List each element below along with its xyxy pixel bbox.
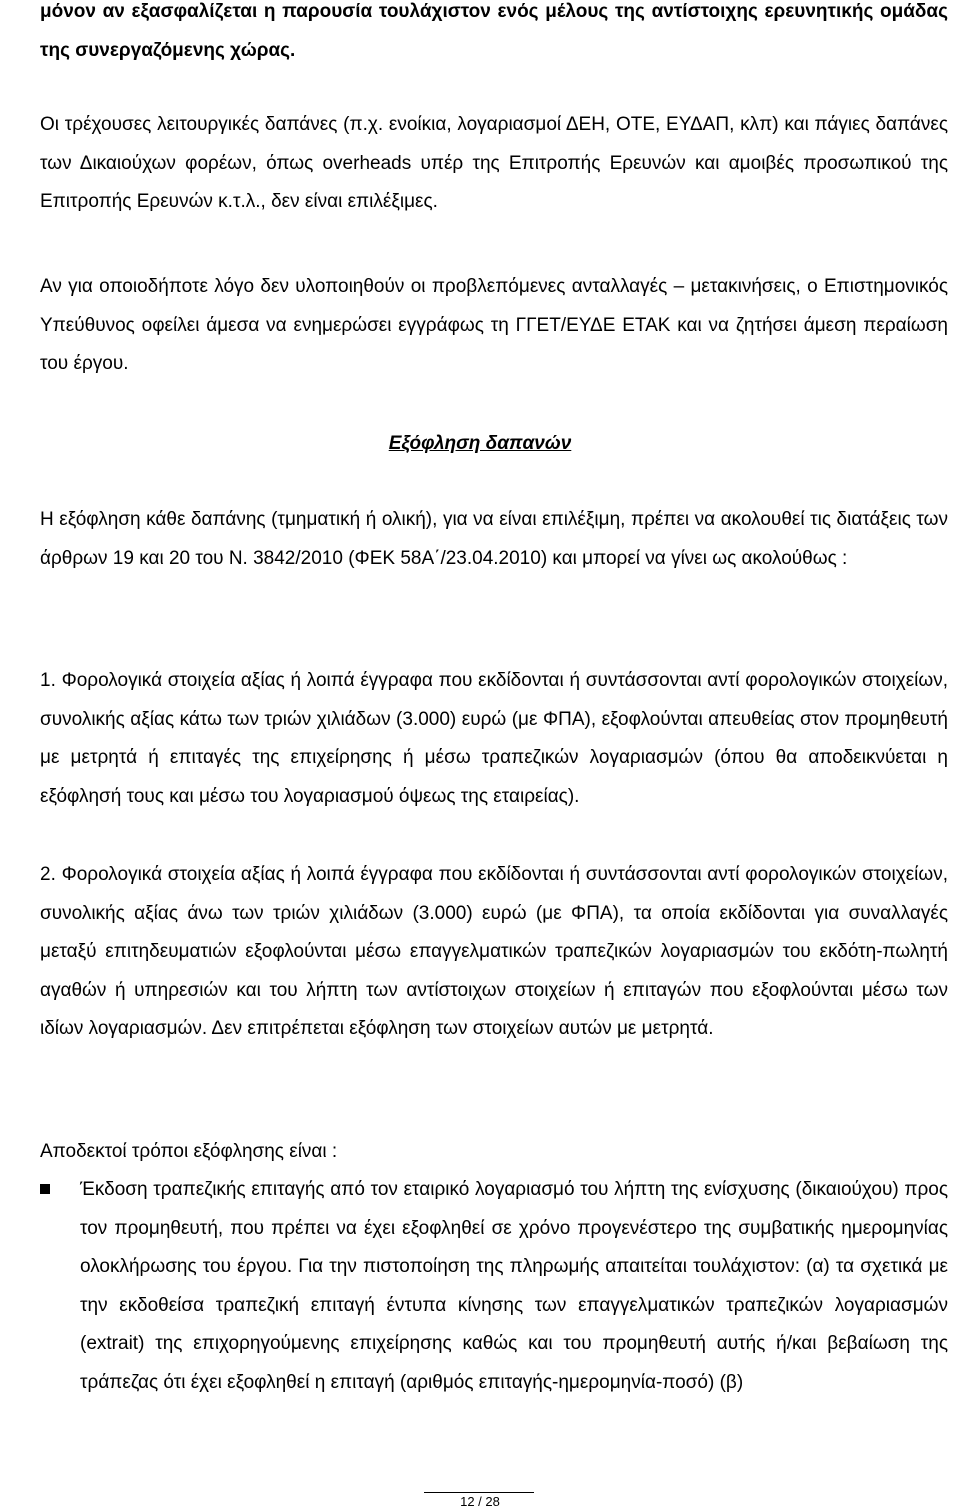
operating-costs-paragraph: Οι τρέχουσες λειτουργικές δαπάνες (π.χ. ενοίκια, λογαριασμοί ΔΕΗ, ΟΤΕ, ΕΥΔΑΠ, κλπ) και πάγιες δαπάνες των Δικαιούχων φορέων, όπως overheads υπέρ της Επιτροπής Ερευνών και αμοιβές προσωπικού της Επιτροπής Ερευνών κ.τ.λ., δεν είναι επιλέξιμες. [40, 114, 948, 212]
list-item: 1. Φορολογικά στοιχεία αξίας ή λοιπά έγγραφα που εκδίδονται ή συντάσσονται αντί φορολογικών στοιχείων, συνολικής αξίας κάτω των τριών χιλιάδων (3.000) ευρώ (με ΦΠΑ), εξοφλούνται απευθείας στον προμηθευτή με μετρητά ή επιταγές της επιχείρησης ή μέσω τραπεζικών λογαριασμών (όπου θα αποδεικνύεται η εξόφλησή τους και μέσω του λογαριασμού όψεως της εταιρείας). [40, 670, 948, 807]
intro-paragraph: μόνον αν εξασφαλίζεται η παρουσία τουλάχιστον ενός μέλους της αντίστοιχης ερευνητικής ομάδας της συνεργαζόμενης χώρας. [40, 1, 948, 61]
cancellation-paragraph: Αν για οποιοδήποτε λόγο δεν υλοποιηθούν οι προβλεπόμενες ανταλλαγές – μετακινήσεις, ο Επιστημονικός Υπεύθυνος οφείλει άμεσα να ενημερώσει εγγράφως τη ΓΓΕΤ/ΕΥΔΕ ΕΤΑΚ και να ζητήσει άμεση περαίωση του έργου. [40, 276, 948, 374]
bullet-item [40, 1171, 948, 1402]
footer-divider [424, 1492, 534, 1493]
bullet-text: Έκδοση τραπεζικής επιταγής από τον εταιρικό λογαριασμό του λήπτη της ενίσχυσης (δικαιούχου) προς τον προμηθευτή, που πρέπει να έχει εξοφληθεί σε χρόνο προγενέστερο της συμβατικής ημερομηνίας ολοκλήρωσης του έργου. Για την πιστοποίηση της πληρωμής απαιτείται τουλάχιστον: (α) τα σχετικά με την εκδοθείσα τραπεζική επιταγή έντυπα κίνησης των επαγγελματικών τραπεζικών λογαριασμών (extrait) της επιχορηγούμενης επιχείρησης καθώς και του προμηθευτή αυτής ή/και βεβαίωση της τράπεζας ότι έχει εξοφληθεί η επιταγή (αριθμός επιταγής-ημερομηνία-ποσό) (β) [80, 1179, 948, 1393]
section-heading: Εξόφληση δαπανών [388, 433, 572, 454]
payment-intro-paragraph: Η εξόφληση κάθε δαπάνης (τμηματική ή ολική), για να είναι επιλέξιμη, πρέπει να ακολουθεί τις διατάξεις των άρθρων 19 και 20 του Ν. 3842/2010 (ΦΕΚ 58Α΄/23.04.2010) και μπορεί να γίνει ως ακολούθως : [40, 509, 948, 569]
accepted-methods-label: Αποδεκτοί τρόποι εξόφλησης είναι : [40, 1141, 338, 1162]
square-bullet-icon [40, 1184, 50, 1194]
page-number: 12 / 28 [460, 1494, 500, 1509]
list-item: 2. Φορολογικά στοιχεία αξίας ή λοιπά έγγραφα που εκδίδονται ή συντάσσονται αντί φορολογικών στοιχείων, συνολικής αξίας άνω των τριών χιλιάδων (3.000) ευρώ (με ΦΠΑ), τα οποία εκδίδονται για συναλλαγές μεταξύ επιτηδευματιών εξοφλούνται μέσω επαγγελματικών τραπεζικών λογαριασμών του εκδότη-πωλητή αγαθών ή υπηρεσιών και του λήπτη των αντίστοιχων στοιχείων ή επιταγών που εξοφλούνται μέσω των ιδίων λογαριασμών. Δεν επιτρέπεται εξόφληση των στοιχείων αυτών με μετρητά. [40, 864, 948, 1039]
